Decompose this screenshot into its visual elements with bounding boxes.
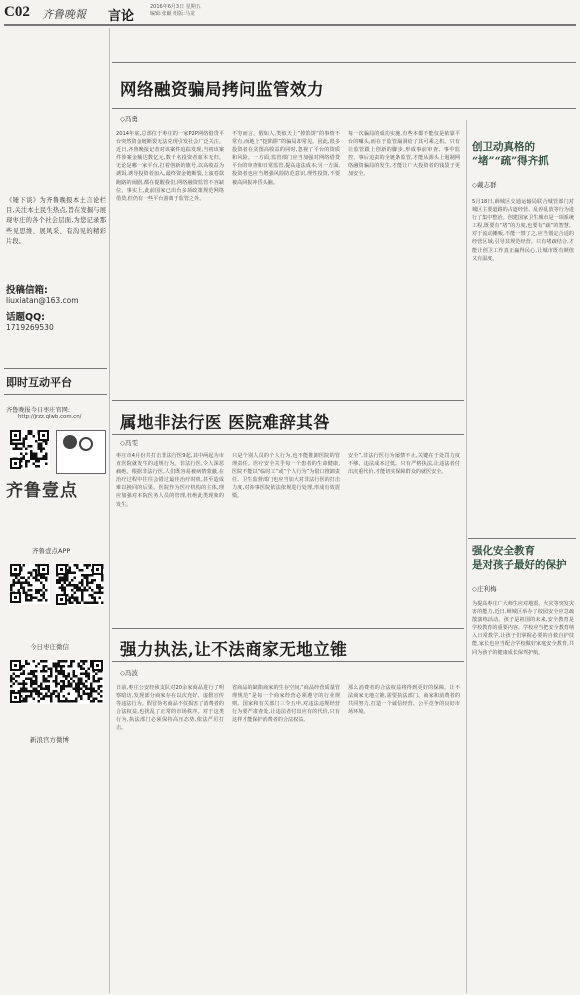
side2-body: 为提高枣庄广大师生应对地震、火灾等突发灾害的能力,近日,峄城区举办了校园安全应急疏散演练活动。孩子是祖国的未来,安全教育是学校教育的重要内容。学校应当把安全教育纳入日常教学,让孩子们掌握必要的自救自护技能,家长也应当配合学校做好家庭安全教育,共同为孩子的健康成长保驾护航。: [472, 601, 574, 656]
header-rule: [4, 24, 576, 26]
article3-column-2: 省商品的缺陷商家的生存空间,“商品经营质量管理规范”是每一个商家经营必须遵守的行业规则。国家和有关部门三令五申,对违法违规经营行为要严肃查处,让违法者付出应有的代价,只有这样才能保护消费者的合法权益。: [232, 685, 340, 724]
website-title: 齐鲁晚报今日枣庄官网:: [6, 407, 70, 414]
side1-body: 5月18日,薛城区交通运输局联合城管部门对城区主要道路的占道经营、乱停乱放等行为进行了集中整治。创建国家卫生城市是一项系统工程,既要有“堵”的力度,也要有“疏”的智慧。对于流动摊贩,不能一禁了之,应当划定合适的经营区域,引导其规范经营。只有堵疏结合,才能让创卫工作真正赢得民心,让城市既有颜值又有温度。: [472, 199, 574, 262]
platform-title: 即时互动平台: [6, 376, 72, 389]
app-qr-code[interactable]: [10, 564, 50, 604]
left-column-divider: [109, 28, 110, 993]
header-weekday: 星期五: [185, 4, 201, 10]
qq-number: 1719269530: [6, 323, 54, 332]
website-url[interactable]: http://jrzz.qlwb.com.cn/: [18, 414, 82, 420]
brand-logo-icon: [63, 435, 77, 449]
side1-title-line-2: “堵”“疏”得齐抓: [472, 155, 549, 167]
side2-title-line-2: 是对孩子最好的保护: [472, 559, 567, 571]
section-title: 言论: [108, 9, 135, 24]
article2-column-1: 枣庄市4月份共打击非法行医9起,其中两起为市直医院就发生的违规行为。非法行医,令人深恶痛绝。根据非法行医,人们既容易被病情蒙蔽,在治疗过程中往往会错过最佳治疗时机,甚至造成难以挽回的后果。医院作为医疗机构的主体,理应加强对本院医务人员的管理,杜绝此类现象的发生。: [116, 453, 224, 508]
article3-top-rule: [112, 628, 464, 629]
article3-column-1: 日前,枣庄公安经侦支队对20余家商品进行了明察暗访,发现部分商家存在以次充好、虚假宣传等违法行为。假冒伪劣商品不仅损害了消费者的合法权益,也扰乱了正常的市场秩序。对于这类行为,执法部门必须保持高压态势,依法严厉打击。: [116, 685, 224, 732]
weibo-qr-code[interactable]: [10, 660, 104, 704]
website-qr-code[interactable]: [10, 430, 50, 470]
column-intro: 《锤下谈》为齐鲁晚报本土言论栏目,关注本土民生热点,旨在发掘与展现枣庄的各个社会层面,为您记录那些见思维、展风采、有沟见的精彩片段。: [6, 197, 106, 245]
brand-ring-icon: [79, 437, 93, 451]
header-date: 2016年6月3日: [150, 4, 185, 10]
side2-title-line-1: 强化安全教育: [472, 545, 535, 557]
article2-column-2: 只是个别人员的个人行为,也不能推卸医院的管理责任。医疗安全关乎每一个患者的生命健康,医院不能以“临时工”或“个人行为”为借口推卸责任。卫生监督部门也应当加大对非法行医的打击力度,对涉事医院依法依规进行处理,形成有效震慑。: [232, 453, 340, 500]
platform-rule-bottom: [4, 394, 107, 395]
header-editor: 编辑:张頔: [150, 11, 172, 17]
article2-top-rule: [112, 400, 464, 401]
brand-app-label: 齐鲁壹点APP: [32, 547, 71, 555]
article2-title: 属地非法行医 医院难辞其咎: [120, 413, 331, 432]
wechat-label: 今日枣庄微信: [30, 643, 69, 651]
article2-column-3: 安全”,非法行医行为屡禁不止,关键在于处罚力度不够、违法成本过低。只有严格执法,让违法者付出沉重代价,才能切实保障群众的就医安全。: [348, 453, 460, 476]
article3-title: 强力执法,让不法商家无地立锥: [120, 640, 348, 659]
header-layout: 组版:马龙: [173, 11, 195, 17]
side2-author: ◇庄利梅: [472, 585, 497, 593]
brand-logo-box: [56, 430, 106, 474]
newspaper-logo: 齐鲁晚報: [42, 8, 86, 21]
article1-top-rule: [112, 62, 576, 63]
article1-author: ◇冯勇: [120, 115, 138, 123]
article3-column-3: 那么消费者的合法权益将得到更好的保障。让不法商家无地立锥,需要执法部门、商家和消费者的共同努力,打造一个诚信经营、公平竞争的良好市场环境。: [348, 685, 460, 716]
contact-title: 投稿信箱:: [6, 285, 48, 296]
contact-email[interactable]: liuxiatan@163.com: [6, 296, 79, 305]
article2-author: ◇冯雯: [120, 439, 138, 447]
article3-author: ◇冯波: [120, 669, 138, 677]
article2-bottom-rule: [112, 434, 464, 435]
side1-title-line-1: 创卫动真格的: [472, 141, 535, 153]
page-number: C02: [4, 4, 30, 20]
brand-name: 齐鲁壹点: [6, 481, 78, 501]
header-date-block: [150, 4, 201, 18]
right-column-divider: [466, 120, 467, 993]
side2-top-rule: [468, 538, 576, 539]
qq-title: 话题QQ:: [6, 312, 45, 323]
article1-column-1: 2014年底,总部位于枣庄的一家P2P网络借贷平台突然资金链断裂无法兑现引发社会广泛关注。近日,齐鲁晚报记者对该案件追踪发现,当初该案件涉案金额达数亿元,数千名投资者血本无归。无论是哪一家平台,打着创新的旗号,以高收益为诱饵,诱导投资者加入,最终资金链断裂,上演卷款跑路的闹剧,都在提醒我们,网络融资监管不容缺位。事实上,此前国家已出台多项政策规范网络借贷,但仍有一些平台游离于监管之外。: [116, 131, 224, 202]
weibo-label: 新浪官方微博: [30, 736, 69, 744]
article1-column-2: 不穷而言。假如人,类似天上“掉馅饼”的事情不常有,而地上“挖陷阱”的骗局却常见。因此,很多投资者在贪图高收益的同时,忽视了平台的资质和风险。一方面,监管部门应当加强对网络借贷平台的审查和日常监管,提高违法成本;另一方面,投资者也应当增强风险防范意识,理性投资,不要被高回报冲昏头脑。: [232, 131, 340, 186]
platform-rule: [4, 368, 107, 369]
article3-bottom-rule: [112, 661, 464, 662]
wechat-qr-code[interactable]: [56, 564, 104, 606]
article1-column-3: 每一次骗局的成功实施,有些本都不能仅是依靠平台的噱头,而在于监管漏洞给了其可乘之机。只有让监管跟上创新的脚步,形成事前审查、事中监控、事后追责的全链条监管,才能从源头上遏制网络融资骗局的发生,才能让广大投资者的钱袋子更加安全。: [348, 131, 460, 178]
article1-bottom-rule: [112, 108, 576, 109]
side1-author: ◇戴志群: [472, 181, 497, 189]
article1-title: 网络融资骗局拷问监管效力: [120, 80, 324, 99]
